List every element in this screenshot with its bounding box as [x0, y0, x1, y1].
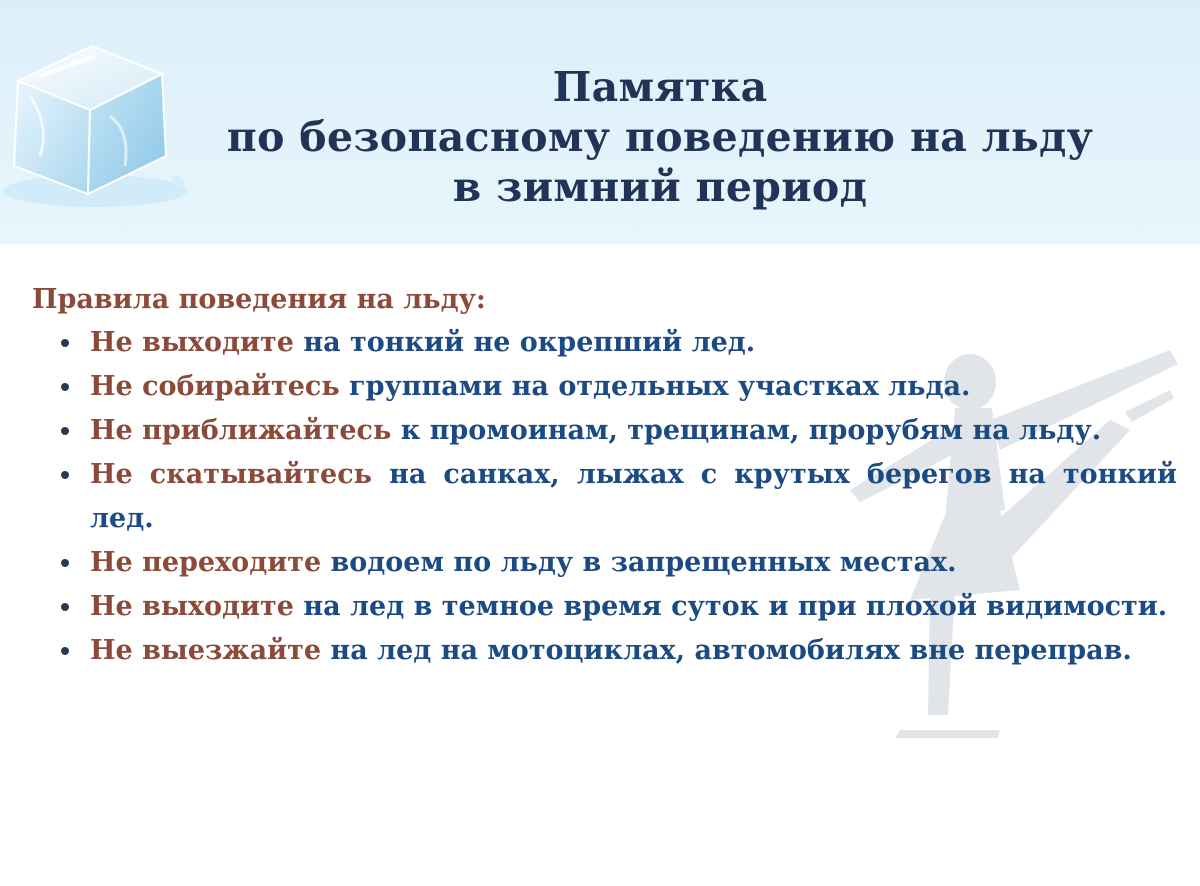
rule-text: на лед на мотоциклах, автомобилях вне переправ. — [321, 635, 1132, 666]
list-item — [32, 585, 1177, 629]
rule-text: группами на отдельных участках льда. — [339, 371, 971, 402]
rule-lead: Не переходите — [90, 547, 322, 578]
rule-lead: Не скатывайтесь — [90, 459, 372, 490]
list-item — [32, 409, 1177, 453]
ice-cube-icon — [0, 26, 200, 226]
list-item — [32, 365, 1177, 409]
title-line-3: в зимний период — [452, 163, 868, 211]
rule-text: на тонкий не окрепший лед. — [293, 327, 756, 358]
rule-lead: Не выходите — [90, 327, 294, 358]
header-banner — [0, 0, 1200, 244]
rules-list — [32, 321, 1177, 673]
list-item — [32, 629, 1177, 673]
rule-lead: Не выходите — [90, 591, 294, 622]
list-item — [32, 321, 1177, 365]
list-item — [32, 541, 1177, 585]
rule-text: на санках, лыжах с крутых берегов на тонкий лед. — [90, 459, 1177, 534]
rule-lead: Не приближайтесь — [90, 415, 392, 446]
list-item — [32, 453, 1177, 541]
rule-text: на лед в темное время суток и при плохой видимости. — [293, 591, 1168, 622]
rules-heading: Правила поведения на льду: — [32, 284, 486, 315]
page-title — [190, 62, 1130, 212]
title-line-2: по безопасному поведению на льду — [226, 113, 1094, 161]
rule-lead: Не выезжайте — [90, 635, 322, 666]
rule-text: водоем по льду в запрещенных местах. — [321, 547, 957, 578]
title-line-1: Памятка — [552, 63, 768, 111]
rule-text: к промоинам, трещинам, прорубям на льду. — [391, 415, 1102, 446]
rules-section — [32, 280, 1177, 673]
rule-lead: Не собирайтесь — [90, 371, 340, 402]
